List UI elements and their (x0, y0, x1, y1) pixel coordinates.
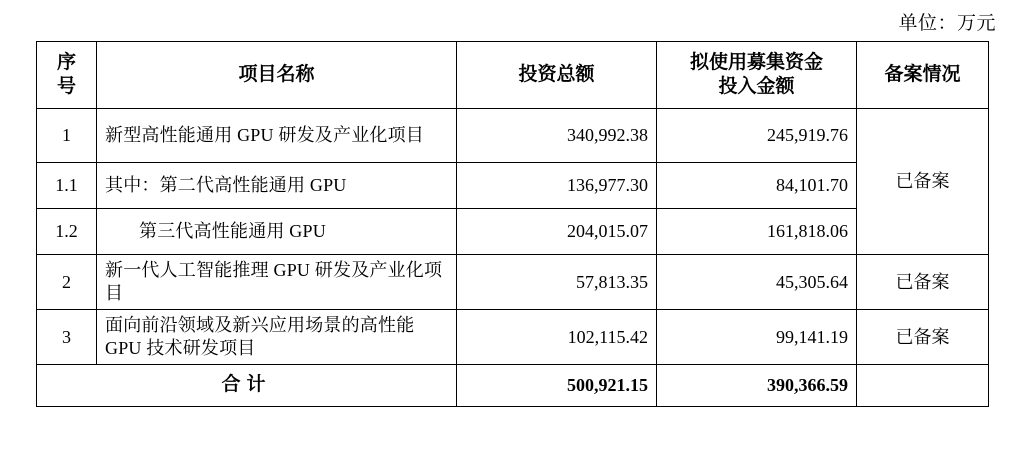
row-project-name: 新型高性能通用 GPU 研发及产业化项目 (97, 109, 457, 163)
column-header-project-name: 项目名称 (97, 42, 457, 109)
total-investment: 500,921.15 (457, 365, 657, 407)
table-row (37, 163, 989, 209)
row-filing-status: 已备案 (857, 255, 989, 310)
table-row (37, 209, 989, 255)
row-raised-funds: 245,919.76 (657, 109, 857, 163)
table-row (37, 255, 989, 310)
column-header-raised-funds-line1: 拟使用募集资金 (689, 51, 823, 73)
column-header-index (37, 42, 97, 109)
row-raised-funds: 99,141.19 (657, 310, 857, 365)
row-total-investment: 57,813.35 (457, 255, 657, 310)
row-index: 2 (37, 255, 97, 310)
row-raised-funds: 84,101.70 (657, 163, 857, 209)
total-label: 合计 (37, 365, 457, 407)
column-header-raised-funds-line2: 投入金额 (718, 76, 795, 97)
total-raised-funds: 390,366.59 (657, 365, 857, 407)
fundraising-projects-table (36, 41, 989, 407)
row-index: 1.1 (37, 163, 97, 209)
table-header (37, 42, 989, 109)
table-header-row (37, 42, 989, 109)
column-header-index-line2: 号 (56, 76, 76, 97)
table-body (37, 109, 989, 407)
column-header-total-investment: 投资总额 (457, 42, 657, 109)
table-total-row (37, 365, 989, 407)
row-filing-status-merged: 已备案 (857, 109, 989, 255)
column-header-index-line1: 序 (56, 51, 76, 73)
unit-note: 单位：万元 (898, 13, 996, 34)
row-index: 1.2 (37, 209, 97, 255)
row-project-name: 其中：第二代高性能通用 GPU (97, 163, 457, 209)
row-index: 1 (37, 109, 97, 163)
table-row (37, 109, 989, 163)
row-index: 3 (37, 310, 97, 365)
table-row (37, 310, 989, 365)
row-total-investment: 136,977.30 (457, 163, 657, 209)
column-header-raised-funds (657, 42, 857, 109)
row-raised-funds: 45,305.64 (657, 255, 857, 310)
row-total-investment: 204,015.07 (457, 209, 657, 255)
row-filing-status: 已备案 (857, 310, 989, 365)
row-raised-funds: 161,818.06 (657, 209, 857, 255)
total-filing-status (857, 365, 989, 407)
row-project-name: 新一代人工智能推理 GPU 研发及产业化项目 (97, 255, 457, 310)
row-project-name: 面向前沿领域及新兴应用场景的高性能 GPU 技术研发项目 (97, 310, 457, 365)
row-project-name: 第三代高性能通用 GPU (97, 209, 457, 255)
row-total-investment: 340,992.38 (457, 109, 657, 163)
column-header-filing-status: 备案情况 (857, 42, 989, 109)
row-total-investment: 102,115.42 (457, 310, 657, 365)
